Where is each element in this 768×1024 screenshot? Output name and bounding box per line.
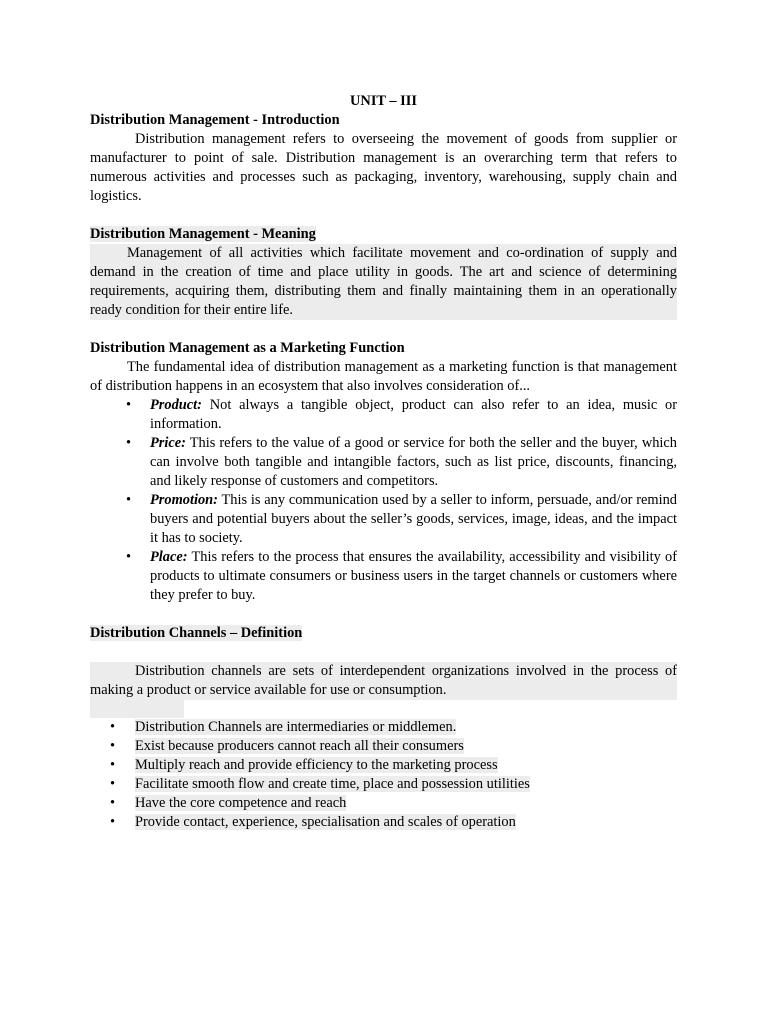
intro-heading: Distribution Management - Introduction [90, 112, 340, 128]
list-item-term: Price: [150, 435, 186, 451]
spacer [90, 605, 677, 624]
list-item-text: This is any communication used by a seller to inform, persuade, and/or remind buyers and potential buyers about the seller’s goods, services, image, ideas, and the impact it has to society. [150, 492, 677, 546]
bullet-icon: • [110, 814, 116, 830]
list-item [90, 775, 677, 794]
meaning-paragraph: Management of all activities which facilitate movement and co-ordination of supply and demand in the creation of time and place utility in goods. The art and science of determining requirements, acquiring them, distributing them and finally maintaining them in an operationally ready condition for their entire life. [90, 245, 677, 318]
list-item-term: Promotion: [150, 492, 218, 508]
intro-paragraph: Distribution management refers to overseeing the movement of goods from supplier or manufacturer to point of sale. Distribution management is an overarching term that refers to numerous activities and processes such as packaging, inventory, warehousing, supply chain and logistics. [90, 131, 677, 204]
list-item-promotion [90, 491, 677, 548]
spacer [90, 206, 677, 225]
channels-list [90, 718, 677, 832]
list-item-text: Not always a tangible object, product can also refer to an idea, music or information. [150, 397, 677, 432]
list-item-text: Exist because producers cannot reach all their consumers [135, 738, 464, 754]
bullet-icon: • [110, 776, 116, 792]
meaning-heading [90, 225, 677, 244]
list-item [90, 813, 677, 832]
list-item-text: Multiply reach and provide efficiency to the marketing process [135, 757, 498, 773]
list-item-term: Product: [150, 397, 202, 413]
marketing-mix-list [90, 396, 677, 605]
document-page [90, 92, 677, 832]
bullet-icon: • [110, 738, 116, 754]
highlight-block [90, 700, 184, 718]
channels-heading [90, 624, 677, 643]
list-item-term: Place: [150, 549, 188, 565]
list-item-price [90, 434, 677, 491]
bullet-icon: • [126, 492, 132, 508]
list-item-text: This refers to the process that ensures the availability, accessibility and visibility of products to ultimate consumers or business users in the target channels or customers where they prefer to buy. [150, 549, 677, 603]
bullet-icon: • [110, 757, 116, 773]
list-item [90, 718, 677, 737]
marketing-heading: Distribution Management as a Marketing Function [90, 340, 405, 356]
bullet-icon: • [126, 549, 132, 565]
list-item-text: Facilitate smooth flow and create time, place and possession utilities [135, 776, 530, 792]
unit-title: UNIT – III [350, 93, 417, 109]
list-item [90, 794, 677, 813]
list-item-text: Have the core competence and reach [135, 795, 347, 811]
spacer [90, 320, 677, 339]
spacer [90, 643, 677, 662]
list-item-text: Distribution Channels are intermediaries or middlemen. [135, 719, 457, 735]
bullet-icon: • [110, 795, 116, 811]
marketing-paragraph: The fundamental idea of distribution management as a marketing function is that management of distribution happens in an ecosystem that also involves consideration of... [90, 359, 677, 394]
list-item [90, 756, 677, 775]
list-item-text: This refers to the value of a good or service for both the seller and the buyer, which can involve both tangible and intangible factors, such as list price, discounts, financing, and likely response of customers and competitors. [150, 435, 677, 489]
bullet-icon: • [126, 397, 132, 413]
list-item [90, 737, 677, 756]
list-item-place [90, 548, 677, 605]
list-item-product [90, 396, 677, 434]
bullet-icon: • [126, 435, 132, 451]
bullet-icon: • [110, 719, 116, 735]
meaning-heading-text: Distribution Management - Meaning [90, 226, 316, 242]
channels-paragraph: Distribution channels are sets of interdependent organizations involved in the process of making a product or service available for use or consumption. [90, 663, 677, 698]
list-item-text: Provide contact, experience, specialisation and scales of operation [135, 814, 516, 830]
channels-heading-text: Distribution Channels – Definition [90, 625, 303, 641]
